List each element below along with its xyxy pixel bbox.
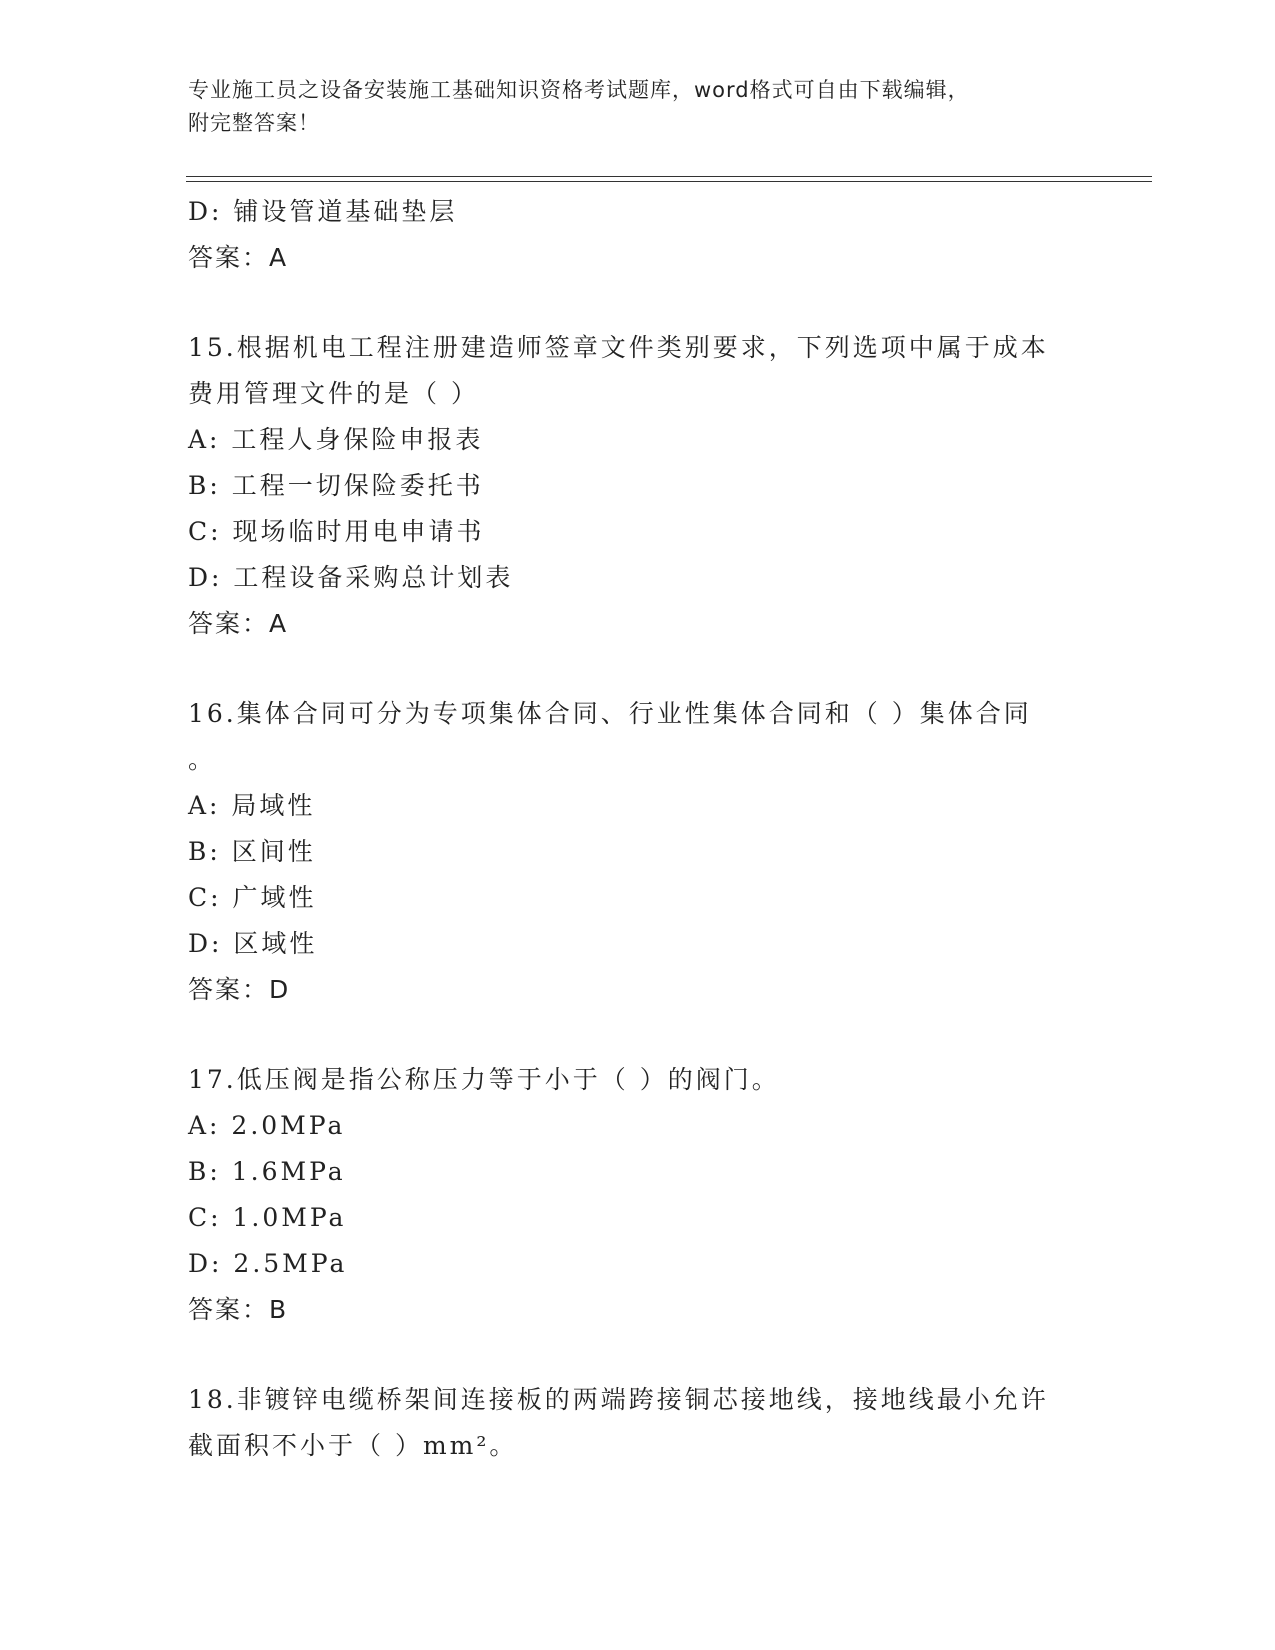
question-stem-line: 费用管理文件的是（ ） <box>188 379 479 408</box>
question-18 <box>188 1377 1088 1469</box>
answer-line: 答案：A <box>188 609 289 638</box>
question-stem-line: 。 <box>188 745 217 774</box>
header-line-2: 附完整答案！ <box>188 111 320 135</box>
question-stem-line: 15.根据机电工程注册建造师签章文件类别要求，下列选项中属于成本 <box>188 333 1049 362</box>
option-d: D: 区域性 <box>188 929 318 958</box>
option-a: A: 局域性 <box>188 791 316 820</box>
option-a: A: 工程人身保险申报表 <box>188 425 484 454</box>
question-stem-line: 16.集体合同可分为专项集体合同、行业性集体合同和（ ）集体合同 <box>188 699 1032 728</box>
question-stem-line: 18.非镀锌电缆桥架间连接板的两端跨接铜芯接地线，接地线最小允许 <box>188 1385 1049 1414</box>
option-d: D: 铺设管道基础垫层 <box>188 197 458 226</box>
header-divider-bottom <box>186 181 1152 182</box>
answer-line: 答案：A <box>188 243 289 272</box>
question-stem-line: 截面积不小于（ ）mm²。 <box>188 1431 518 1460</box>
option-b: B: 工程一切保险委托书 <box>188 471 484 500</box>
answer-line: 答案：D <box>188 975 291 1004</box>
header-divider-top <box>186 176 1152 177</box>
spacer <box>188 1013 1088 1057</box>
spacer <box>188 647 1088 691</box>
option-c: C: 现场临时用电申请书 <box>188 517 485 546</box>
question-stem-line: 17.低压阀是指公称压力等于小于（ ）的阀门。 <box>188 1065 780 1094</box>
option-a: A: 2.0MPa <box>188 1111 346 1140</box>
question-16 <box>188 691 1088 1013</box>
answer-line: 答案：B <box>188 1295 289 1324</box>
spacer <box>188 1333 1088 1377</box>
option-c: C: 1.0MPa <box>188 1203 347 1232</box>
header-line-1: 专业施工员之设备安装施工基础知识资格考试题库，word格式可自由下载编辑， <box>188 78 970 102</box>
option-d: D: 2.5MPa <box>188 1249 348 1278</box>
option-b: B: 1.6MPa <box>188 1157 346 1186</box>
question-14-continued <box>188 189 1088 281</box>
option-b: B: 区间性 <box>188 837 316 866</box>
option-d: D: 工程设备采购总计划表 <box>188 563 514 592</box>
document-header <box>188 74 1088 140</box>
question-15 <box>188 325 1088 647</box>
question-list <box>188 189 1088 1469</box>
option-c: C: 广域性 <box>188 883 317 912</box>
spacer <box>188 281 1088 325</box>
question-17 <box>188 1057 1088 1333</box>
